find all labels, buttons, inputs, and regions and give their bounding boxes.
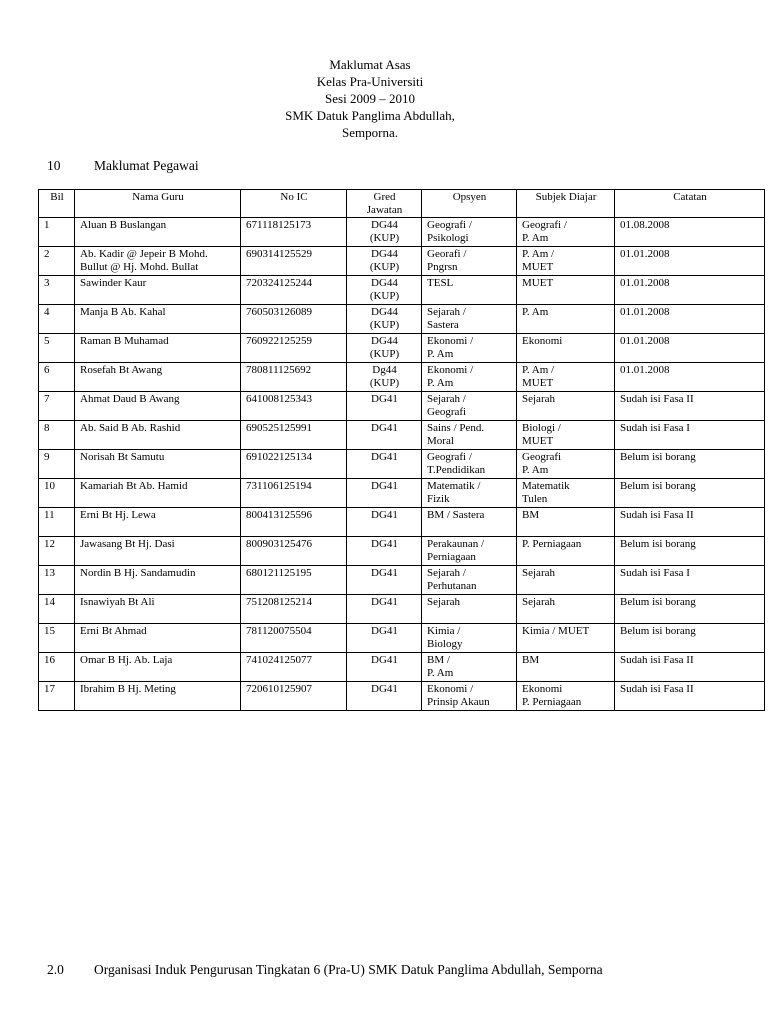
cell-catatan: Sudah isi Fasa I [615,566,765,595]
title-line: Semporna. [342,125,398,140]
cell-catatan: Sudah isi Fasa II [615,508,765,537]
cell-gred-jawatan-line: DG41 [371,538,398,550]
cell-nama-guru-line: Erni Bt Hj. Lewa [80,509,156,521]
cell-gred-jawatan [347,508,422,537]
cell-gred-jawatan-line: DG41 [371,393,398,405]
cell-bil: 9 [39,450,75,479]
cell-nama-guru [75,595,241,624]
cell-catatan: 01.01.2008 [615,363,765,392]
cell-nama-guru-line: Raman B Muhamad [80,335,169,347]
cell-no-ic: 760922125259 [241,334,347,363]
cell-subjek-diajar-line: MUET [522,277,554,289]
cell-opsyen-line: Geografi / [427,219,472,231]
cell-gred-jawatan-line: (KUP) [369,319,400,331]
cell-bil: 11 [39,508,75,537]
cell-catatan: Sudah isi Fasa II [615,653,765,682]
cell-bil: 4 [39,305,75,334]
cell-no-ic: 720610125907 [241,682,347,711]
cell-no-ic: 780811125692 [241,363,347,392]
cell-nama-guru-line: Ab. Said B Ab. Rashid [80,422,181,434]
cell-subjek-diajar-line: BM [522,509,540,521]
cell-opsyen [422,653,517,682]
cell-nama-guru [75,624,241,653]
cell-bil: 3 [39,276,75,305]
cell-opsyen-line: Sains / Pend. [427,422,485,434]
cell-gred-jawatan-line: DG41 [371,596,398,608]
cell-subjek-diajar-line: P. Am [522,306,549,318]
cell-gred-jawatan [347,450,422,479]
header-gred-line: Jawatan [366,204,403,216]
cell-subjek-diajar-line: P. Am [522,232,549,244]
cell-gred-jawatan-line: DG44 [371,306,398,318]
cell-nama-guru [75,334,241,363]
cell-gred-jawatan [347,392,422,421]
cell-opsyen-line: Ekonomi / [427,364,474,376]
cell-opsyen-line: P. Am [427,348,454,360]
cell-opsyen-line: Perhutanan [427,580,477,592]
cell-opsyen-line: Kimia / [427,625,461,637]
section-title: Maklumat Pegawai [94,158,199,173]
cell-gred-jawatan-line: DG41 [371,625,398,637]
cell-opsyen [422,334,517,363]
cell-subjek-diajar [517,218,615,247]
cell-catatan: Belum isi borang [615,479,765,508]
cell-subjek-diajar-line: MUET [522,261,554,273]
cell-subjek-diajar [517,595,615,624]
table-row [39,218,765,247]
table-row [39,508,765,537]
cell-nama-guru-line: Isnawiyah Bt Ali [80,596,155,608]
table-row [39,392,765,421]
cell-opsyen [422,363,517,392]
header-no-ic: No IC [241,190,347,218]
title-line: SMK Datuk Panglima Abdullah, [285,108,455,123]
cell-gred-jawatan [347,566,422,595]
cell-nama-guru-line: Ab. Kadir @ Jepeir B Mohd. [80,248,208,260]
cell-gred-jawatan [347,218,422,247]
cell-subjek-diajar-line: Sejarah [522,596,555,608]
cell-gred-jawatan [347,479,422,508]
cell-no-ic: 800413125596 [241,508,347,537]
cell-opsyen [422,305,517,334]
cell-subjek-diajar-line: P. Am [522,464,549,476]
cell-gred-jawatan-line: (KUP) [369,290,400,302]
cell-bil: 12 [39,537,75,566]
cell-subjek-diajar-line: Kimia / MUET [522,625,590,637]
cell-opsyen-line: Psikologi [427,232,469,244]
staff-table-body [39,218,765,711]
cell-opsyen-line: Fizik [427,493,450,505]
cell-opsyen [422,421,517,450]
table-row [39,363,765,392]
header-subjek-diajar: Subjek Diajar [517,190,615,218]
cell-opsyen-line: Biology [427,638,463,650]
header-gred-jawatan [347,190,422,218]
cell-no-ic: 690314125529 [241,247,347,276]
cell-nama-guru [75,421,241,450]
cell-opsyen [422,595,517,624]
cell-nama-guru [75,392,241,421]
cell-gred-jawatan-line: DG41 [371,422,398,434]
cell-opsyen-line: Geografi [427,406,467,418]
cell-opsyen-line: BM / Sastera [427,509,485,521]
section-number: 2.0 [47,962,64,977]
cell-no-ic: 680121125195 [241,566,347,595]
header-gred-line: Gred [373,191,396,203]
cell-no-ic: 641008125343 [241,392,347,421]
cell-bil: 7 [39,392,75,421]
cell-opsyen-line: Matematik / [427,480,481,492]
cell-nama-guru-line: Jawasang Bt Hj. Dasi [80,538,175,550]
table-row [39,276,765,305]
cell-subjek-diajar-line: Geografi / [522,219,567,231]
cell-gred-jawatan [347,653,422,682]
cell-gred-jawatan-line: DG41 [371,567,398,579]
cell-nama-guru-line: Ahmat Daud B Awang [80,393,180,405]
table-row [39,450,765,479]
cell-subjek-diajar [517,508,615,537]
cell-subjek-diajar [517,566,615,595]
table-row [39,653,765,682]
cell-opsyen-line: Perakaunan / [427,538,485,550]
cell-nama-guru [75,276,241,305]
cell-opsyen [422,537,517,566]
cell-nama-guru [75,218,241,247]
cell-opsyen [422,508,517,537]
cell-no-ic: 731106125194 [241,479,347,508]
cell-gred-jawatan [347,537,422,566]
cell-opsyen [422,624,517,653]
cell-opsyen-line: BM / [427,654,450,666]
cell-subjek-diajar-line: Matematik [522,480,570,492]
cell-nama-guru [75,653,241,682]
cell-nama-guru-line: Norisah Bt Samutu [80,451,165,463]
cell-catatan: 01.08.2008 [615,218,765,247]
cell-opsyen-line: P. Am [427,377,454,389]
cell-subjek-diajar-line: Sejarah [522,393,555,405]
cell-catatan: 01.01.2008 [615,305,765,334]
cell-bil: 16 [39,653,75,682]
cell-nama-guru [75,363,241,392]
cell-gred-jawatan [347,624,422,653]
cell-nama-guru [75,247,241,276]
cell-opsyen-line: Sejarah / [427,306,466,318]
cell-subjek-diajar [517,392,615,421]
cell-bil: 14 [39,595,75,624]
cell-subjek-diajar-line: MUET [522,377,554,389]
header-opsyen: Opsyen [422,190,517,218]
staff-table [38,189,765,711]
cell-gred-jawatan-line: DG44 [371,248,398,260]
cell-opsyen-line: Sejarah / [427,393,466,405]
cell-gred-jawatan-line: (KUP) [369,232,400,244]
cell-bil: 8 [39,421,75,450]
table-row [39,479,765,508]
cell-nama-guru-line: Omar B Hj. Ab. Laja [80,654,173,666]
cell-subjek-diajar-line: Sejarah [522,567,555,579]
cell-subjek-diajar [517,247,615,276]
cell-subjek-diajar [517,624,615,653]
cell-subjek-diajar-line: Tulen [522,493,548,505]
cell-catatan: 01.01.2008 [615,247,765,276]
cell-opsyen [422,682,517,711]
cell-bil: 5 [39,334,75,363]
cell-catatan: Sudah isi Fasa I [615,421,765,450]
cell-subjek-diajar [517,276,615,305]
cell-subjek-diajar-line: Ekonomi [522,683,563,695]
cell-subjek-diajar-line: P. Am / [522,364,555,376]
cell-catatan: Belum isi borang [615,595,765,624]
cell-gred-jawatan [347,305,422,334]
cell-gred-jawatan-line: DG41 [371,509,398,521]
cell-no-ic: 690525125991 [241,421,347,450]
cell-opsyen [422,479,517,508]
cell-gred-jawatan-line: (KUP) [369,348,400,360]
cell-opsyen-line: Sejarah [427,596,460,608]
cell-catatan: 01.01.2008 [615,276,765,305]
cell-nama-guru [75,479,241,508]
cell-opsyen-line: Geografi / [427,451,472,463]
header-catatan: Catatan [615,190,765,218]
cell-subjek-diajar-line: Ekonomi [522,335,563,347]
cell-opsyen-line: Pngrsn [427,261,458,273]
cell-gred-jawatan [347,421,422,450]
cell-nama-guru-line: Sawinder Kaur [80,277,147,289]
cell-opsyen-line: P. Am [427,667,454,679]
table-row [39,537,765,566]
cell-gred-jawatan-line: DG41 [371,451,398,463]
cell-subjek-diajar-line: P. Am / [522,248,555,260]
cell-opsyen-line: Prinsip Akaun [427,696,490,708]
cell-opsyen [422,566,517,595]
cell-gred-jawatan-line: DG44 [371,335,398,347]
cell-subjek-diajar [517,421,615,450]
cell-subjek-diajar-line: P. Perniagaan [522,538,582,550]
cell-gred-jawatan-line: DG41 [371,654,398,666]
cell-subjek-diajar [517,682,615,711]
cell-opsyen-line: Ekonomi / [427,335,474,347]
cell-bil: 1 [39,218,75,247]
cell-subjek-diajar-line: MUET [522,435,554,447]
section-number: 10 [47,158,61,173]
table-header-row [39,190,765,218]
cell-subjek-diajar [517,653,615,682]
cell-catatan: 01.01.2008 [615,334,765,363]
cell-bil: 2 [39,247,75,276]
cell-subjek-diajar [517,450,615,479]
header-nama-guru: Nama Guru [75,190,241,218]
cell-gred-jawatan-line: DG41 [371,683,398,695]
table-row [39,334,765,363]
cell-no-ic: 800903125476 [241,537,347,566]
cell-gred-jawatan-line: (KUP) [369,261,400,273]
title-line: Sesi 2009 – 2010 [325,91,415,106]
cell-catatan: Sudah isi Fasa II [615,682,765,711]
table-row [39,624,765,653]
cell-opsyen-line: Sejarah / [427,567,466,579]
cell-gred-jawatan [347,682,422,711]
cell-opsyen [422,218,517,247]
table-row [39,421,765,450]
cell-nama-guru [75,508,241,537]
title-line: Kelas Pra-Universiti [316,74,424,89]
cell-bil: 10 [39,479,75,508]
cell-opsyen [422,247,517,276]
cell-opsyen [422,276,517,305]
cell-nama-guru-line: Rosefah Bt Awang [80,364,163,376]
cell-no-ic: 781120075504 [241,624,347,653]
cell-opsyen-line: Georafi / [427,248,467,260]
table-row [39,595,765,624]
cell-opsyen [422,392,517,421]
cell-subjek-diajar [517,334,615,363]
cell-nama-guru-line: Nordin B Hj. Sandamudin [80,567,196,579]
cell-nama-guru-line: Manja B Ab. Kahal [80,306,166,318]
cell-bil: 15 [39,624,75,653]
cell-subjek-diajar [517,479,615,508]
cell-gred-jawatan [347,334,422,363]
cell-subjek-diajar-line: Geografi [522,451,562,463]
cell-opsyen [422,450,517,479]
header-bil: Bil [39,190,75,218]
cell-catatan: Belum isi borang [615,537,765,566]
cell-gred-jawatan-line: (KUP) [369,377,400,389]
cell-bil: 6 [39,363,75,392]
cell-opsyen-line: Perniagaan [427,551,476,563]
table-row [39,566,765,595]
cell-opsyen-line: Ekonomi / [427,683,474,695]
cell-subjek-diajar [517,363,615,392]
cell-nama-guru-line: Aluan B Buslangan [80,219,167,231]
cell-gred-jawatan-line: DG44 [371,277,398,289]
cell-nama-guru [75,566,241,595]
cell-nama-guru-line: Bullut @ Hj. Mohd. Bullat [80,261,199,273]
cell-no-ic: 671118125173 [241,218,347,247]
cell-no-ic: 760503126089 [241,305,347,334]
cell-gred-jawatan-line: DG41 [371,480,398,492]
cell-opsyen-line: T.Pendidikan [427,464,486,476]
cell-gred-jawatan-line: Dg44 [372,364,397,376]
cell-nama-guru-line: Kamariah Bt Ab. Hamid [80,480,188,492]
cell-subjek-diajar-line: BM [522,654,540,666]
cell-no-ic: 741024125077 [241,653,347,682]
cell-opsyen-line: Moral [427,435,454,447]
cell-subjek-diajar-line: Biologi / [522,422,561,434]
cell-gred-jawatan-line: DG44 [371,219,398,231]
cell-nama-guru-line: Erni Bt Ahmad [80,625,147,637]
cell-subjek-diajar-line: P. Perniagaan [522,696,582,708]
cell-bil: 13 [39,566,75,595]
section-title: Organisasi Induk Pengurusan Tingkatan 6 (Pra-U) SMK Datuk Panglima Abdullah, Semporna [94,962,603,977]
cell-bil: 17 [39,682,75,711]
cell-subjek-diajar [517,537,615,566]
document-title-block [0,56,740,141]
cell-nama-guru [75,305,241,334]
cell-subjek-diajar [517,305,615,334]
cell-nama-guru [75,450,241,479]
cell-no-ic: 691022125134 [241,450,347,479]
cell-nama-guru-line: Ibrahim B Hj. Meting [80,683,176,695]
cell-gred-jawatan [347,595,422,624]
table-row [39,682,765,711]
cell-gred-jawatan [347,247,422,276]
cell-gred-jawatan [347,276,422,305]
cell-catatan: Sudah isi Fasa II [615,392,765,421]
cell-no-ic: 751208125214 [241,595,347,624]
cell-gred-jawatan [347,363,422,392]
cell-catatan: Belum isi borang [615,450,765,479]
title-line: Maklumat Asas [329,57,411,72]
cell-nama-guru [75,537,241,566]
cell-catatan: Belum isi borang [615,624,765,653]
cell-nama-guru [75,682,241,711]
table-row [39,247,765,276]
cell-opsyen-line: Sastera [427,319,459,331]
cell-opsyen-line: TESL [427,277,454,289]
table-row [39,305,765,334]
cell-no-ic: 720324125244 [241,276,347,305]
